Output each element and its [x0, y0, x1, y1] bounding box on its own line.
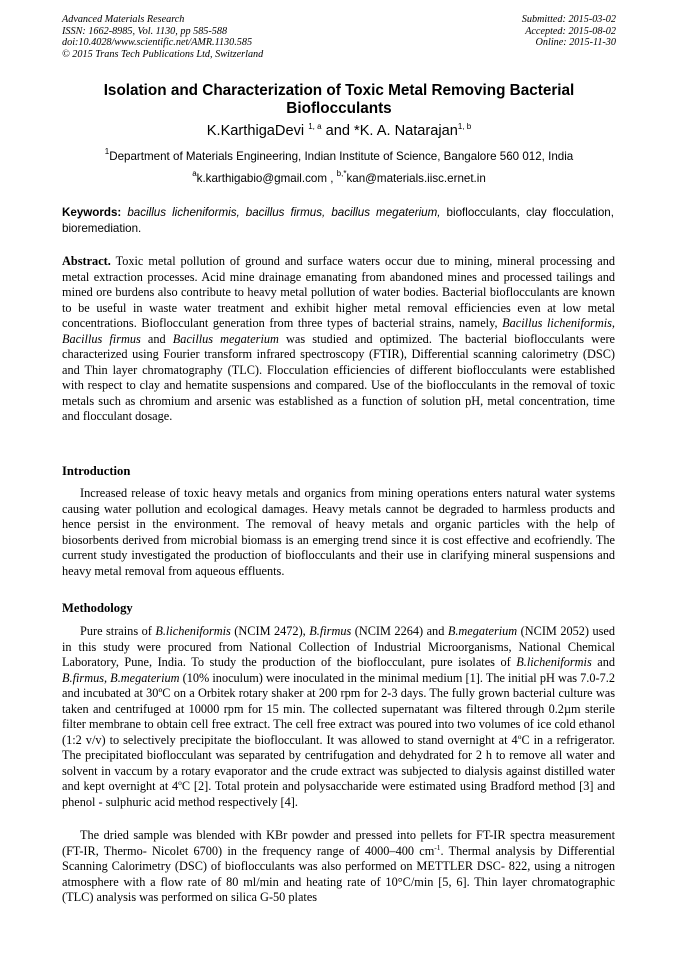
- affiliation-sup: 1: [104, 147, 110, 156]
- m1-text: C in a refrigerator. The precipitated bioflocculant was separated by centrifugation and dehydrated for 2 h to remove all water and solvent in vaccum by a rotary evaporator and the crude extract was subjected to dialysis against distilled water and kept overnight at 4: [62, 732, 615, 794]
- author-emails: [62, 169, 616, 186]
- author-1-affil: 1, a: [308, 122, 322, 131]
- journal-name: Advanced Materials Research: [62, 14, 185, 25]
- email-a-sup: a: [192, 169, 197, 178]
- paper-title: [70, 82, 608, 118]
- m1-text: and: [597, 655, 616, 670]
- keywords: [62, 205, 614, 236]
- methodology-paragraph-2: [62, 828, 615, 906]
- abstract-species-2: Bacillus megaterium: [172, 331, 279, 346]
- accepted-date: Accepted: 2015-08-02: [525, 25, 616, 37]
- methodology-heading: Methodology: [62, 601, 133, 615]
- keywords-rest: bioflocculants, clay flocculation, bioremediation.: [62, 206, 614, 235]
- m2-text: The dried sample was blended with KBr powder and pressed into pellets for FT-IR spectra measurement (FT-IR, Thermo- Nicolet 6700) in the frequency range of 4000–400 cm: [62, 828, 615, 858]
- m1-text: (10% inoculum) were inoculated in the minimal medium [1]. The initial pH was 7.0-7.2 and incubated at 30ºC on a Orbitek rotary shaker at 200 rpm for 2-3 days. The fully grown bacterial culture was taken and centrifuged at 10000 rpm for 15 min. The collected supernatant was filtered through 0.2µm sterile filter membrane to obtain cell free extract. The cell free extract was poured into two volumes of ice cold ethanol (1:2 v/v) to selectively precipitate the bioflocculant. It was allowed to stand overnight at 4: [62, 670, 615, 747]
- abstract-species: Bacillus licheniformis, Bacillus firmus: [62, 316, 615, 346]
- issn-line: ISSN: 1662-8985, Vol. 1130, pp 585-588: [62, 25, 228, 37]
- m2-text: . Thermal analysis by Differential Scanning Calorimetry (DSC) of bioflocculants was also performed on METTLER DSC- 822, using a nitrogen atmosphere with a flow rate of 80 ml/min and heating rate of 10°C/min [5, 6]. Thin layer chromatographic (TLC) analysis was performed on silica G-50 plates: [62, 843, 615, 905]
- author-conjunction: and: [325, 123, 350, 139]
- affiliation: [62, 147, 616, 164]
- title-line-1: Isolation and Characterization of Toxic Metal Removing Bacterial: [103, 82, 575, 99]
- m1-species: B.megaterium: [447, 624, 518, 638]
- unit-sup: -1: [434, 842, 441, 852]
- email-b-sup: b,*: [336, 169, 347, 178]
- m1-text: (NCIM 2472),: [234, 624, 306, 638]
- author-2-affil: 1, b: [457, 122, 472, 131]
- submitted-date: Submitted: 2015-03-02: [521, 14, 616, 25]
- degree-sup: o: [517, 731, 522, 741]
- abstract-text-2: was studied and optimized. The bacterial bioflocculants were characterized using Fourier transform infrared spectroscopy (FTIR), Differential scanning calorimetry (DSC) and Thin layer chromatography (TLC). Flocculation efficiencies of different bioflocculants were established with respect to clay and hematite suspensions and compared. Use of the bioflocculants in the removal of toxic metals such as chromium and arsenic was established as a function of solution pH, metal concentration, time and flocculant dosage.: [62, 331, 616, 424]
- author-1: K.KarthigaDevi: [206, 123, 305, 139]
- header-left: [62, 14, 382, 60]
- abstract-text-1: Toxic metal pollution of ground and surface waters occur due to mining, mineral processing and metal extraction processes. Acid mine drainage emanating from abandoned mines and processed tailings and mined ore burdens also contribute to heavy metal pollution of water bodies. Bacterial bioflocculants are known to be useful in waste water treatment and exhibit higher metal removal efficiencies even at low metal concentrations. Bioflocculant generation from three types of bacterial strains, namely,: [62, 254, 615, 331]
- title-line-2: Bioflocculants: [286, 100, 392, 117]
- degree-sup: o: [178, 778, 182, 788]
- abstract-label: Abstract.: [62, 254, 111, 268]
- email-a[interactable]: k.karthigabio@gmail.com ,: [196, 172, 334, 185]
- m1-species: B.licheniformis: [155, 624, 231, 638]
- introduction-heading: Introduction: [62, 464, 131, 478]
- online-date: Online: 2015-11-30: [535, 37, 616, 49]
- m1-species: B.licheniformis: [516, 655, 592, 670]
- m1-species: B.firmus: [309, 624, 352, 638]
- author-2: *K. A. Natarajan: [354, 123, 458, 139]
- copyright-line: © 2015 Trans Tech Publications Ltd, Switzerland: [62, 48, 264, 60]
- keywords-label: Keywords:: [62, 206, 122, 219]
- email-b[interactable]: kan@materials.iisc.ernet.in: [346, 172, 486, 185]
- abstract-and: and: [147, 331, 166, 346]
- m1-text: Pure strains of: [80, 624, 152, 638]
- methodology-paragraph-1: [62, 624, 615, 811]
- abstract: [62, 254, 615, 425]
- affiliation-text: Department of Materials Engineering, Indian Institute of Science, Bangalore 560 012, India: [109, 150, 574, 163]
- introduction-paragraph: Increased release of toxic heavy metals and organics from mining operations enters natural water systems causing water pollution and ecological damages. Heavy metals cannot be degraded to harmless products and hence persist in the environment. The removal of heavy metals and organic particles with the help of biosorbents derived from microbial biomass is an emerging trend since it is cost effective and ecofriendly. The current study investigated the production of bioflocculants and their use in clarifying mineral suspensions and heavy metal removal from aqueous effluents.: [62, 486, 615, 578]
- doi-line: doi:10.4028/www.scientific.net/AMR.1130.585: [62, 37, 253, 49]
- author-list: [62, 123, 616, 140]
- m1-species: B.firmus, B.megaterium: [62, 670, 180, 685]
- m1-text: C [2]. Total protein and polysaccharide were estimated using Bradford method [3] and phenol - sulphuric acid method respectively [4].: [62, 779, 615, 810]
- m1-text: (NCIM 2052) used in this study were procured from National Collection of Industrial Microorganisms, National Chemical Laboratory, Pune, India. To study the production of the bioflocculant, pure isolates of: [62, 624, 616, 670]
- header-right: [416, 14, 616, 49]
- keywords-species: bacillus licheniformis, bacillus firmus, bacillus megaterium,: [127, 206, 441, 219]
- m1-text: (NCIM 2264) and: [354, 624, 445, 638]
